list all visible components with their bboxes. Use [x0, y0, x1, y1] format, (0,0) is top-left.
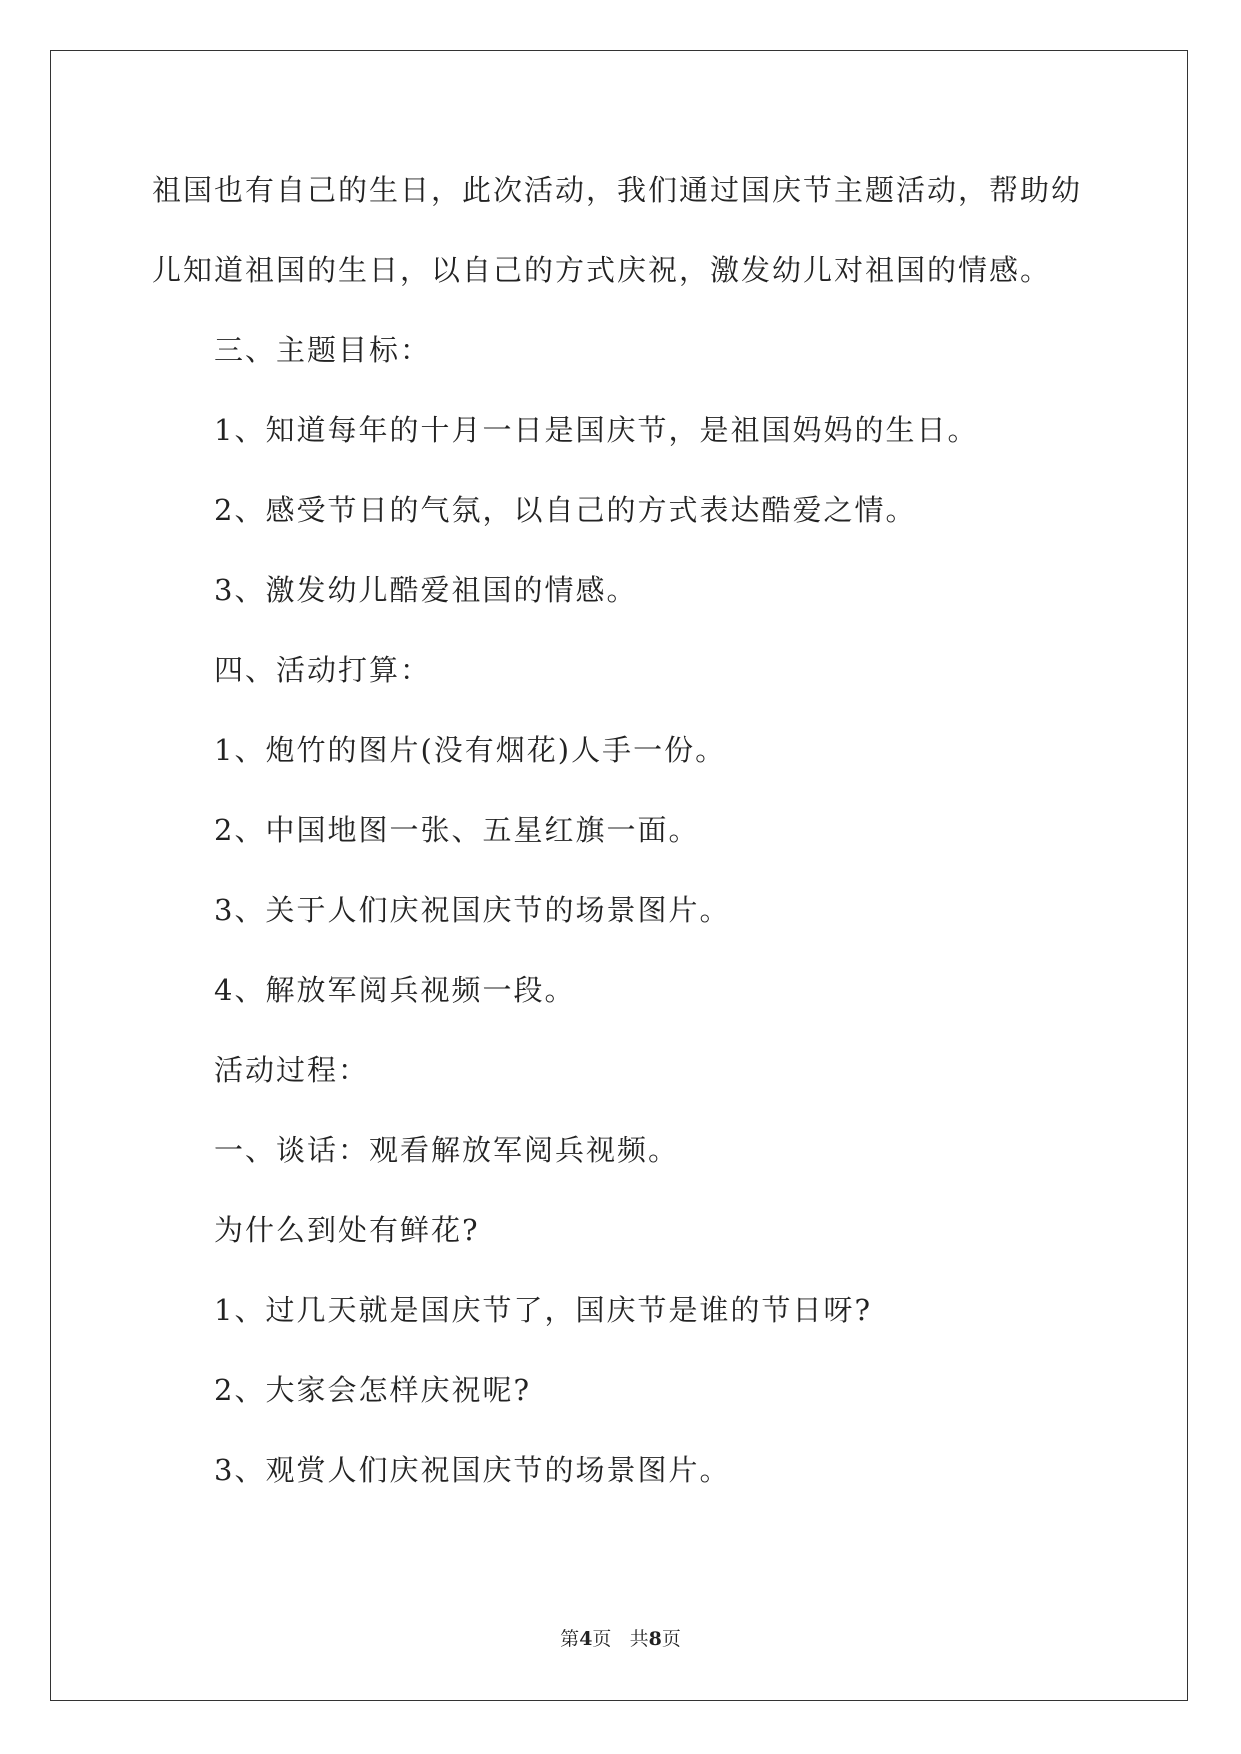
list-item: 2、大家会怎样庆祝呢? [214, 1373, 531, 1407]
list-item: 1、炮竹的图片(没有烟花)人手一份。 [214, 733, 727, 767]
section-heading: 四、活动打算： [214, 653, 432, 687]
section-heading: 三、主题目标： [214, 333, 432, 367]
footer-total-suffix: 页 [661, 1628, 681, 1650]
footer-prefix: 第 [560, 1628, 580, 1650]
list-item: 4、解放军阅兵视频一段。 [214, 973, 576, 1007]
section-heading: 活动过程： [214, 1053, 370, 1087]
list-item: 1、知道每年的十月一日是国庆节，是祖国妈妈的生日。 [214, 413, 979, 447]
list-item: 1、过几天就是国庆节了，国庆节是谁的节日呀? [214, 1293, 872, 1327]
footer-page-word: 页 [592, 1628, 612, 1650]
current-page-number: 4 [579, 1628, 593, 1650]
section-heading: 一、谈话：观看解放军阅兵视频。 [214, 1133, 680, 1167]
total-pages-number: 8 [648, 1628, 662, 1650]
paragraph-line: 为什么到处有鲜花? [214, 1213, 480, 1247]
list-item: 2、中国地图一张、五星红旗一面。 [214, 813, 700, 847]
list-item: 3、关于人们庆祝国庆节的场景图片。 [214, 893, 731, 927]
list-item: 2、感受节日的气氛，以自己的方式表达酷爱之情。 [214, 493, 917, 527]
list-item: 3、激发幼儿酷爱祖国的情感。 [214, 573, 638, 607]
list-item: 3、观赏人们庆祝国庆节的场景图片。 [214, 1453, 731, 1487]
paragraph-line: 祖国也有自己的生日，此次活动，我们通过国庆节主题活动，帮助幼 [152, 173, 1083, 207]
page-footer [0, 1627, 1241, 1651]
paragraph-line: 儿知道祖国的生日，以自己的方式庆祝，激发幼儿对祖国的情感。 [152, 253, 1052, 287]
footer-total-prefix: 共 [629, 1628, 649, 1650]
